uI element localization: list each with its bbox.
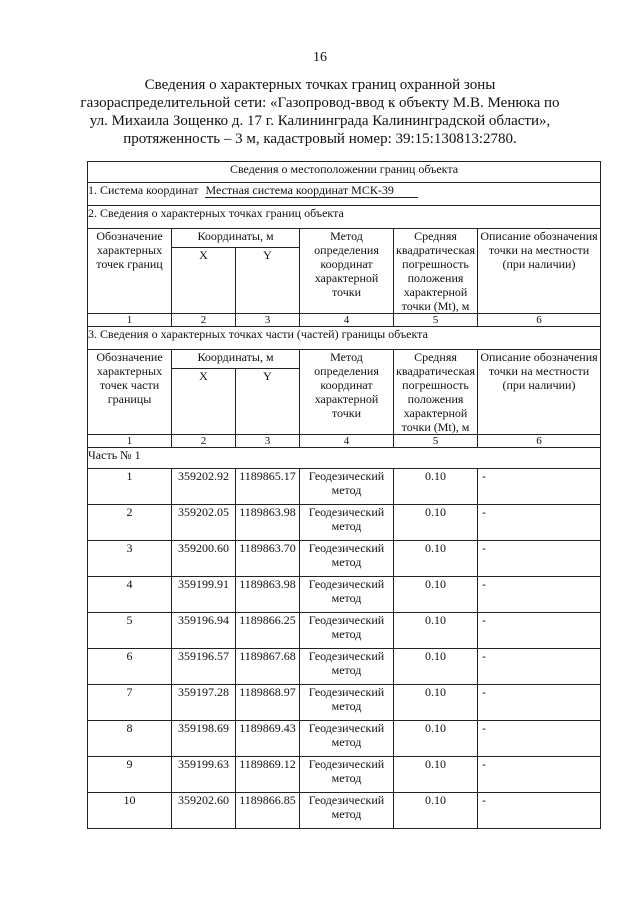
method: Геодезический метод [300,793,394,829]
point-number: 9 [88,757,172,793]
method: Геодезический метод [300,469,394,505]
title-line: протяженность – 3 м, кадастровый номер: 39:15:130813:2780. [123,131,517,147]
rms-error: 0.10 [394,541,478,577]
column-number: 5 [394,314,478,327]
header-description: Описание обозначения точки на местности (при наличии) [478,229,601,314]
header-y: Y [236,248,300,314]
part-label: Часть № 1 [88,448,601,469]
column-number: 3 [236,314,300,327]
point-number: 7 [88,685,172,721]
point-description: - [478,757,601,793]
column-number: 1 [88,435,172,448]
coordinate-x: 359202.05 [172,505,236,541]
rms-error: 0.10 [394,793,478,829]
table-row [88,757,601,793]
coordinate-y: 1189869.12 [236,757,300,793]
coordinate-x: 359196.57 [172,649,236,685]
method: Геодезический метод [300,613,394,649]
coordinate-y: 1189868.97 [236,685,300,721]
header-y: Y [236,369,300,435]
coordinate-x: 359202.60 [172,793,236,829]
header-rms: Средняя квадратическая погрешность положения характерной точки (Mt), м [394,229,478,314]
coordinate-x: 359197.28 [172,685,236,721]
point-description: - [478,505,601,541]
coordinate-y: 1189863.98 [236,505,300,541]
section-3-title: 3. Сведения о характерных точках части (частей) границы объекта [88,327,601,350]
rms-error: 0.10 [394,613,478,649]
table-row [88,649,601,685]
header-method: Метод определения координат характерной точки [300,350,394,435]
table-row [88,505,601,541]
coordinate-y: 1189867.68 [236,649,300,685]
column-number: 1 [88,314,172,327]
point-number: 5 [88,613,172,649]
coordinate-y: 1189863.98 [236,577,300,613]
coordinate-x: 359199.91 [172,577,236,613]
coordinate-system-label: 1. Система координат [88,183,199,197]
point-number: 3 [88,541,172,577]
section-2-column-numbers [88,314,601,327]
rms-error: 0.10 [394,757,478,793]
table-row [88,613,601,649]
coordinate-x: 359198.69 [172,721,236,757]
point-description: - [478,577,601,613]
header-designation: Обозначение характерных точек части границы [88,350,172,435]
point-description: - [478,541,601,577]
header-description: Описание обозначения точки на местности (при наличии) [478,350,601,435]
rms-error: 0.10 [394,649,478,685]
coordinate-x: 359202.92 [172,469,236,505]
section-2-header-row [88,229,601,248]
table-row [88,793,601,829]
section-2-title-row [88,206,601,229]
coordinate-x: 359199.63 [172,757,236,793]
column-number: 4 [300,435,394,448]
point-description: - [478,469,601,505]
table-row [88,685,601,721]
coordinate-y: 1189863.70 [236,541,300,577]
table-row [88,469,601,505]
column-number: 5 [394,435,478,448]
coordinate-y: 1189866.25 [236,613,300,649]
point-description: - [478,721,601,757]
point-number: 2 [88,505,172,541]
coordinate-system-row [88,183,601,206]
coordinate-y: 1189865.17 [236,469,300,505]
point-number: 1 [88,469,172,505]
column-number: 4 [300,314,394,327]
title-line: газораспределительной сети: «Газопровод-ввод к объекту М.В. Менюка по [80,95,560,111]
header-rms: Средняя квадратическая погрешность положения характерной точки (Mt), м [394,350,478,435]
point-description: - [478,613,601,649]
header-coordinates: Координаты, м [172,229,300,248]
point-number: 4 [88,577,172,613]
table-row [88,577,601,613]
method: Геодезический метод [300,649,394,685]
header-coordinates: Координаты, м [172,350,300,369]
point-description: - [478,685,601,721]
rms-error: 0.10 [394,685,478,721]
title-line: ул. Михаила Зощенко д. 17 г. Калининграда Калининградской области», [89,113,551,129]
method: Геодезический метод [300,721,394,757]
table-caption: Сведения о местоположении границ объекта [88,162,601,183]
coordinate-x: 359200.60 [172,541,236,577]
document-title [80,76,560,148]
point-description: - [478,793,601,829]
header-x: X [172,248,236,314]
page-number: 16 [313,50,327,65]
coordinate-system-value: Местная система координат МСК-39 [205,183,417,198]
point-description: - [478,649,601,685]
method: Геодезический метод [300,685,394,721]
coordinate-x: 359196.94 [172,613,236,649]
coordinate-y: 1189869.43 [236,721,300,757]
rms-error: 0.10 [394,577,478,613]
header-designation: Обозначение характерных точек границ [88,229,172,314]
section-3-column-numbers [88,435,601,448]
method: Геодезический метод [300,505,394,541]
point-number: 6 [88,649,172,685]
header-method: Метод определения координат характерной точки [300,229,394,314]
coordinate-y: 1189866.85 [236,793,300,829]
method: Геодезический метод [300,541,394,577]
section-3-title-row [88,327,601,350]
rms-error: 0.10 [394,469,478,505]
point-number: 10 [88,793,172,829]
section-3-header-row [88,350,601,369]
method: Геодезический метод [300,577,394,613]
rms-error: 0.10 [394,721,478,757]
column-number: 6 [478,314,601,327]
point-number: 8 [88,721,172,757]
method: Геодезический метод [300,757,394,793]
rms-error: 0.10 [394,505,478,541]
table-row [88,721,601,757]
column-number: 6 [478,435,601,448]
column-number: 2 [172,314,236,327]
boundary-points-table [87,161,601,829]
part-label-row [88,448,601,469]
title-line: Сведения о характерных точках границ охранной зоны [144,77,496,93]
table-row [88,541,601,577]
header-x: X [172,369,236,435]
column-number: 3 [236,435,300,448]
table-caption-row [88,162,601,183]
column-number: 2 [172,435,236,448]
section-2-title: 2. Сведения о характерных точках границ объекта [88,206,601,229]
